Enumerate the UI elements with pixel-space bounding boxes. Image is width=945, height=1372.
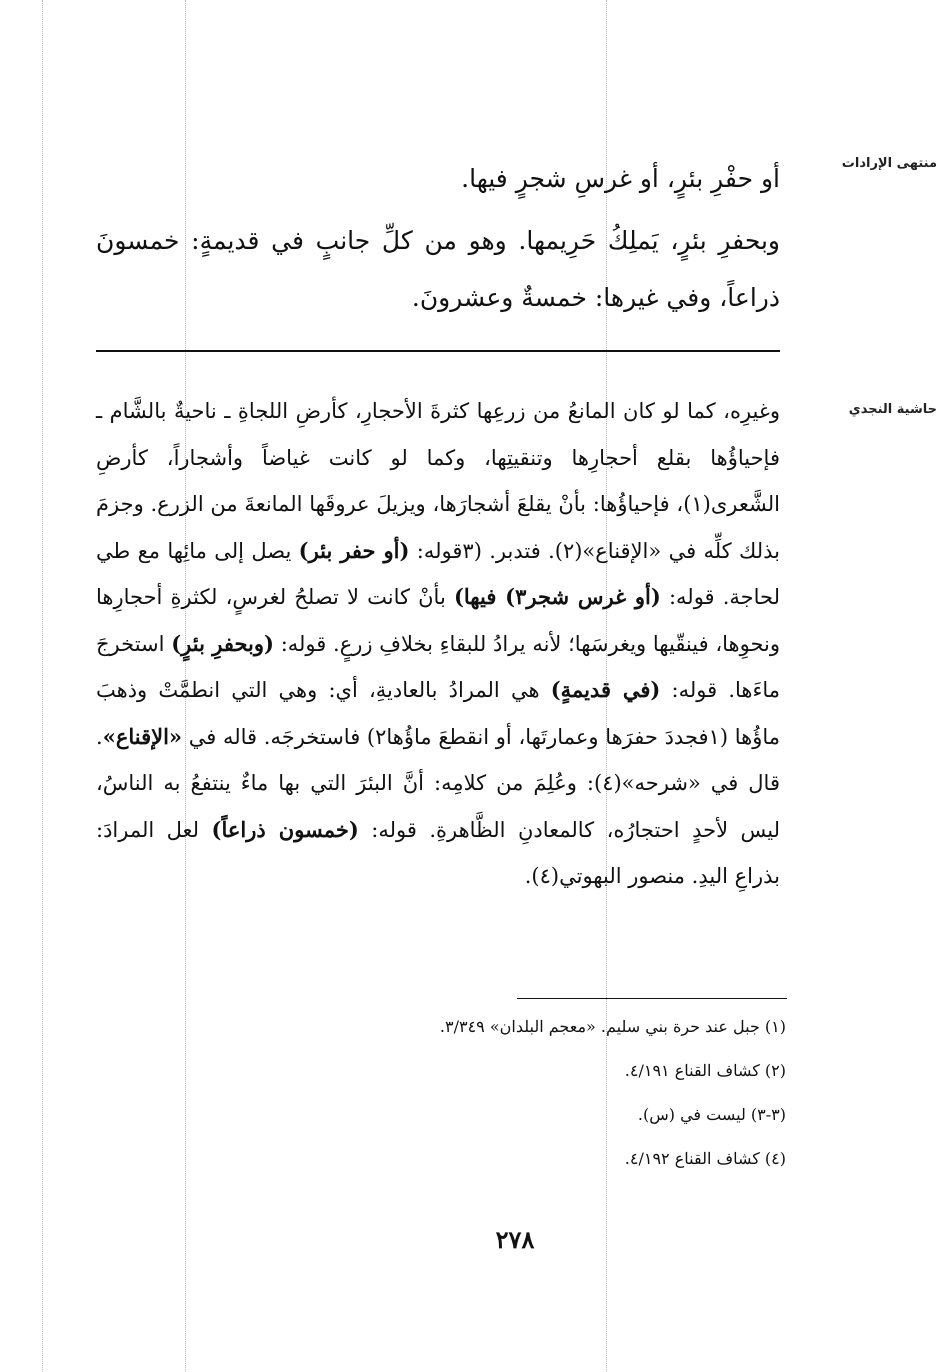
side-label-matn: منتهى الإرادات	[841, 156, 937, 171]
hashiya-quote: (في قديمةٍ)	[550, 677, 661, 702]
hashiya-segment: يصل إلى مائِها مع طي لحاجة. قوله:	[96, 538, 781, 609]
side-label-hashiya: حاشية النجدي	[848, 402, 937, 417]
footnotes	[96, 1016, 786, 1192]
hashiya-quote: (أو حفر بئر)	[298, 537, 410, 563]
footnote-3: (٣-٣) ليست في (س).	[637, 1105, 786, 1124]
hashiya-segment: . قال في «شرحه»(٤): وعُلِمَ من كلامِه: أنَّ البئرَ التي بها ماءٌ ينتفعُ به الناسُ، ليس لأحدٍ احتجارُه، كالمعادنِ الظَّاهرةِ. قوله:	[96, 724, 780, 842]
matn-text	[96, 150, 780, 326]
hashiya-segment: بأنْ كانت لا تصلحُ لغرسٍ، لكثرةِ أحجارِها ونحوِها، فينقّيها ويغرسَها؛ لأنه يرادُ للبقاءِ بخلافِ زرعٍ. قوله:	[96, 585, 781, 656]
hashiya-quote: (وبحفرِ بئرٍ)	[171, 630, 274, 656]
section-divider	[96, 350, 780, 352]
hashiya-segment: استخرجَ ماءَها. قوله:	[96, 631, 781, 702]
footnote-4: (٤) كشاف القناع ٤/١٩٢.	[624, 1149, 786, 1168]
hashiya-segment: لعل المرادَ: بذراعِ اليدِ. منصور البهوتي(٤).	[96, 817, 780, 888]
hashiya-paragraph	[96, 388, 780, 900]
scan-line	[42, 0, 43, 1372]
matn-paragraph: أو حفْرِ بئرٍ، أو غرسِ شجرٍ فيها.	[461, 164, 780, 193]
hashiya-quote: (خمسون ذراعاً)	[211, 816, 359, 842]
footnote-divider	[517, 998, 787, 999]
footnote-1: (١) جبل عند حرة بني سليم. «معجم البلدان» ٣/٣٤٩.	[439, 1017, 786, 1036]
hashiya-text	[96, 388, 780, 900]
footnote-2: (٢) كشاف القناع ٤/١٩١.	[624, 1061, 786, 1080]
hashiya-segment: هي المرادُ بالعاديةِ، أي: وهي التي انطمَّتْ وذهبَ ماؤُها (١فجددَ حفرَها وعمارتَها، أو انقطعَ ماؤُها٢) فاستخرجَه. قاله في	[96, 678, 780, 749]
hashiya-quote: «الإقناع»	[102, 723, 183, 749]
hashiya-segment: وغيرِه، كما لو كان المانعُ من زرعِها كثرةَ الأحجارِ، كأرضِ اللجاةِ ـ ناحيةٌ بالشَّام ـ فإحياؤُها بقلع أحجارِها وتنقيتِها، وكما لو كانت غياضاً وأشجاراً، كأرضِ الشَّعرى(١)، فإحياؤُها: بأنْ يقلعَ أشجارَها، ويزيلَ عروقَها المانعةَ من الزرع. وجزمَ بذلك كلِّه في «الإقناع»(٢). فتدبر. (٣قوله:	[96, 399, 780, 563]
hashiya-quote: (أو غرس شجر٣) فيها)	[453, 584, 661, 609]
page-number: ٢٧٨	[495, 1225, 535, 1254]
matn-paragraph: وبحفرِ بئرٍ، يَملِكُ حَرِيمها. وهو من كلِّ جانبٍ في قديمةٍ: خمسونَ ذراعاً، وفي غيرها: خمسةٌ وعشرونَ.	[96, 226, 780, 312]
